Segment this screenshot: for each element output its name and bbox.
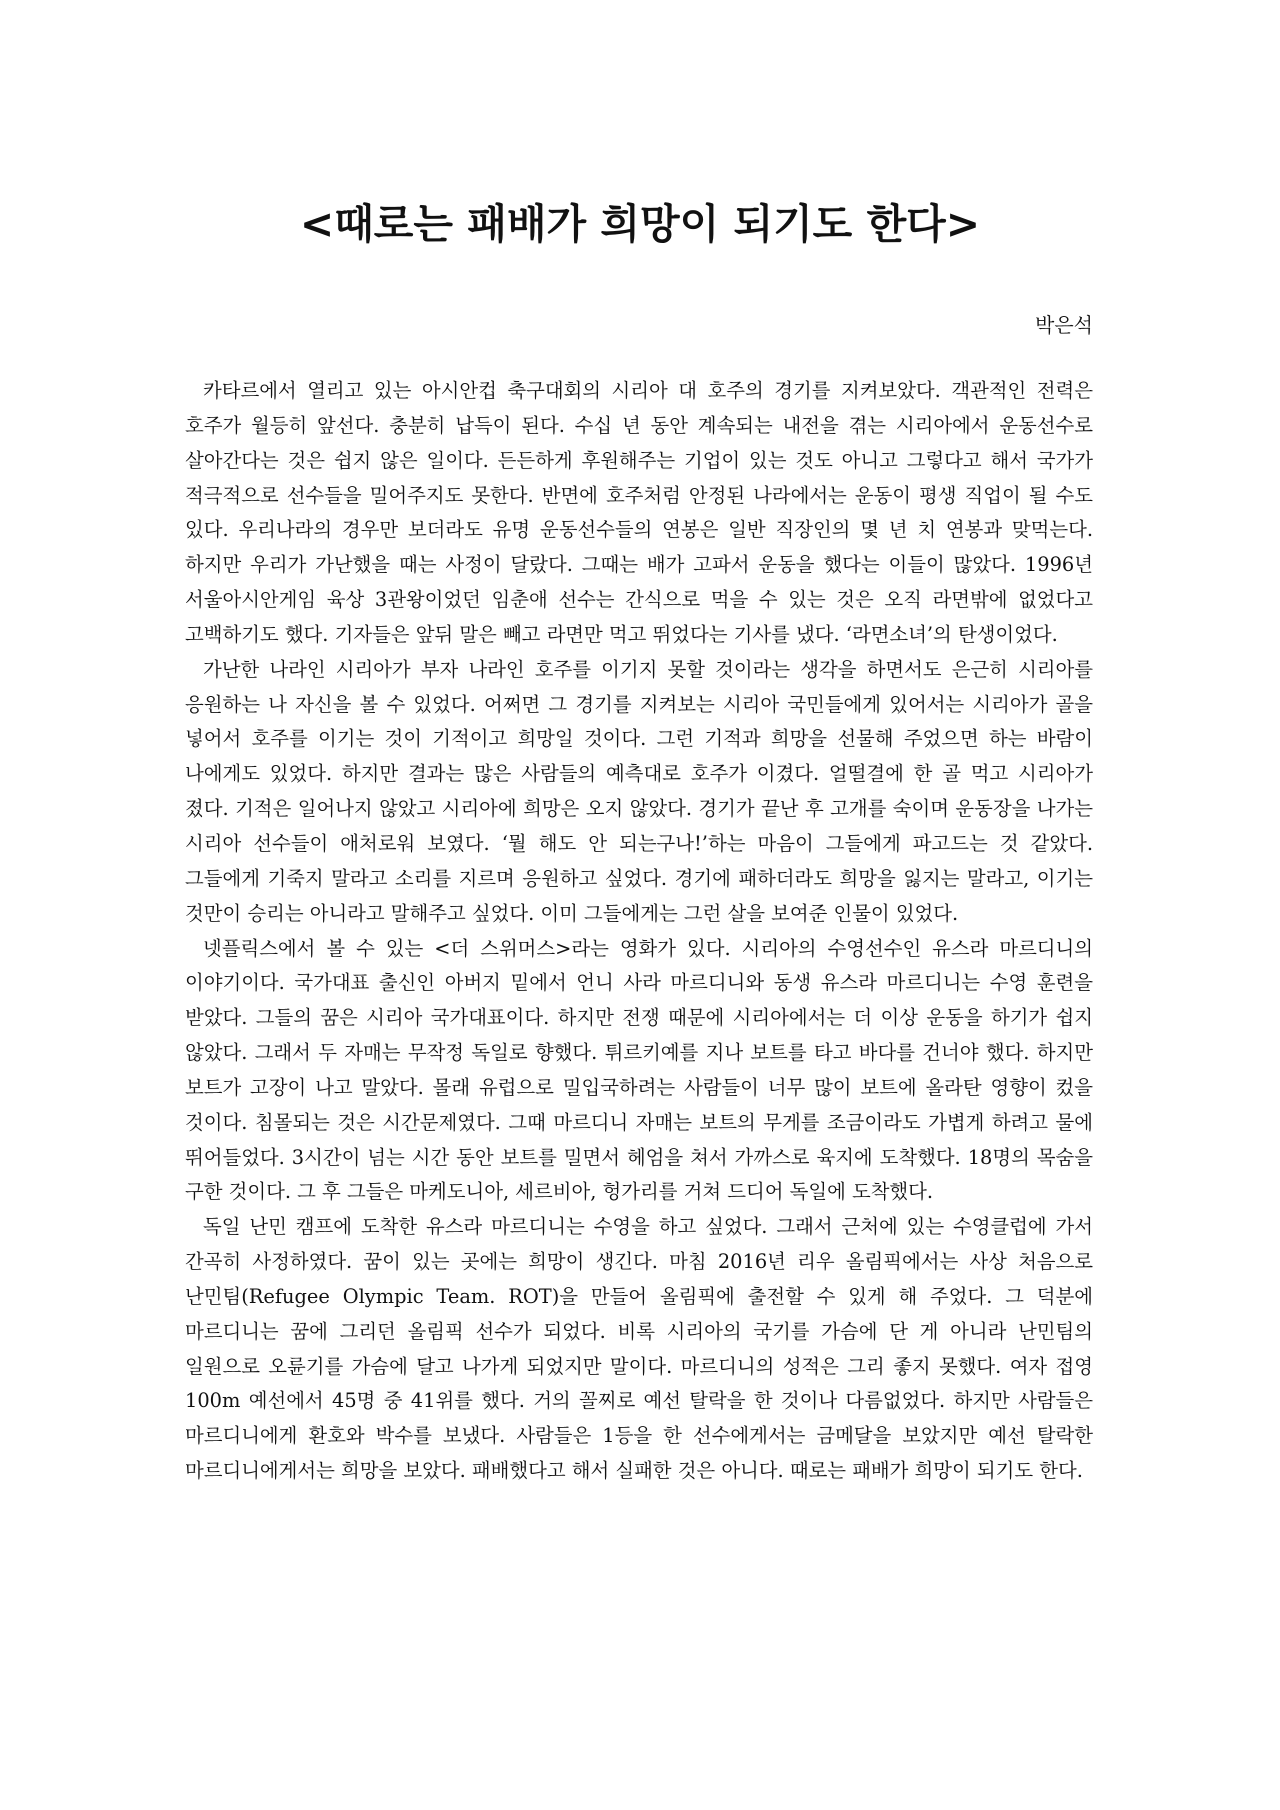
document-title: <때로는 패배가 희망이 되기도 한다> (299, 200, 981, 248)
body-paragraph: 독일 난민 캠프에 도착한 유스라 마르디니는 수영을 하고 싶었다. 그래서 근처에 있는 수영클럽에 가서 간곡히 사정하였다. 꿈이 있는 곳에는 희망이 생긴다. 마침 2016년 리우 올림픽에서는 사상 처음으로 난민팀(Refugee Olympic Team. ROT)을 만들어 올림픽에 출전할 수 있게 해 주었다. 그 덕분에 마르디니는 꿈에 그리던 올림픽 선수가 되었다. 비록 시리아의 국기를 가슴에 단 게 아니라 난민팀의 일원으로 오륜기를 가슴에 달고 나가게 되었지만 말이다. 마르디니의 성적은 그리 좋지 못했다. 여자 접영 100m 예선에서 45명 중 41위를 했다. 거의 꼴찌로 예선 탈락을 한 것이나 다름없었다. 하지만 사람들은 마르디니에게 환호와 박수를 보냈다. 사람들은 1등을 한 선수에게서는 금메달을 보았지만 예선 탈락한 마르디니에게서는 희망을 보았다. 패배했다고 해서 실패한 것은 아니다. 때로는 패배가 희망이 되기도 한다. (185, 1215, 1093, 1483)
body-paragraph: 넷플릭스에서 볼 수 있는 <더 스위머스>라는 영화가 있다. 시리아의 수영선수인 유스라 마르디니의 이야기이다. 국가대표 출신인 아버지 밑에서 언니 사라 마르디니와 동생 유스라 마르디니는 수영 훈련을 받았다. 그들의 꿈은 시리아 국가대표이다. 하지만 전쟁 때문에 시리아에서는 더 이상 운동을 하기가 쉽지 않았다. 그래서 두 자매는 무작정 독일로 향했다. 튀르키예를 지나 보트를 타고 바다를 건너야 했다. 하지만 보트가 고장이 나고 말았다. 몰래 유럽으로 밀입국하려는 사람들이 너무 많이 보트에 올라탄 영향이 컸을 것이다. 침몰되는 것은 시간문제였다. 그때 마르디니 자매는 보트의 무게를 조금이라도 가볍게 하려고 물에 뛰어들었다. 3시간이 넘는 시간 동안 보트를 밀면서 헤엄을 쳐서 가까스로 육지에 도착했다. 18명의 목숨을 구한 것이다. 그 후 그들은 마케도니아, 세르비아, 헝가리를 거쳐 드디어 독일에 도착했다. (185, 936, 1093, 1204)
document-body (185, 374, 1093, 1489)
author-name: 박은석 (1035, 313, 1093, 337)
body-paragraph: 카타르에서 열리고 있는 아시안컵 축구대회의 시리아 대 호주의 경기를 지켜보았다. 객관적인 전력은 호주가 월등히 앞선다. 충분히 납득이 된다. 수십 년 동안 계속되는 내전을 겪는 시리아에서 운동선수로 살아간다는 것은 쉽지 않은 일이다. 든든하게 후원해주는 기업이 있는 것도 아니고 그렇다고 해서 국가가 적극적으로 선수들을 밀어주지도 못한다. 반면에 호주처럼 안정된 나라에서는 운동이 평생 직업이 될 수도 있다. 우리나라의 경우만 보더라도 유명 운동선수들의 연봉은 일반 직장인의 몇 년 치 연봉과 맞먹는다. 하지만 우리가 가난했을 때는 사정이 달랐다. 그때는 배가 고파서 운동을 했다는 이들이 많았다. 1996년 서울아시안게임 육상 3관왕이었던 임춘애 선수는 간식으로 먹을 수 있는 것은 오직 라면밖에 없었다고 고백하기도 했다. 기자들은 앞뒤 말은 빼고 라면만 먹고 뛰었다는 기사를 냈다. ‘라면소녀’의 탄생이었다. (185, 379, 1093, 646)
body-paragraph: 가난한 나라인 시리아가 부자 나라인 호주를 이기지 못할 것이라는 생각을 하면서도 은근히 시리아를 응원하는 나 자신을 볼 수 있었다. 어쩌면 그 경기를 지켜보는 시리아 국민들에게 있어서는 시리아가 골을 넣어서 호주를 이기는 것이 기적이고 희망일 것이다. 그런 기적과 희망을 선물해 주었으면 하는 바람이 나에게도 있었다. 하지만 결과는 많은 사람들의 예측대로 호주가 이겼다. 얼떨결에 한 골 먹고 시리아가 졌다. 기적은 일어나지 않았고 시리아에 희망은 오지 않았다. 경기가 끝난 후 고개를 숙이며 운동장을 나가는 시리아 선수들이 애처로워 보였다. ‘뭘 해도 안 되는구나!’하는 마음이 그들에게 파고드는 것 같았다. 그들에게 기죽지 말라고 소리를 지르며 응원하고 싶었다. 경기에 패하더라도 희망을 잃지는 말라고, 이기는 것만이 승리는 아니라고 말해주고 싶었다. 이미 그들에게는 그런 살을 보여준 인물이 있었다. (185, 657, 1093, 925)
